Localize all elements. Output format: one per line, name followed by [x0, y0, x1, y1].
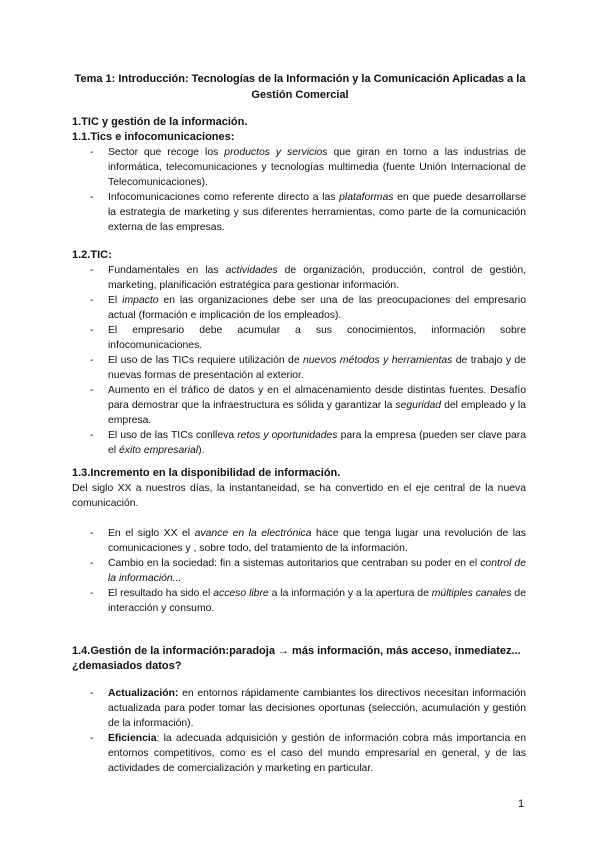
page-number: 1 [518, 798, 525, 810]
list-item: - Actualización: en entornos rápidamente cambiantes los directivos necesitan información actualizada para poder tomar las decisiones oportunas (selección, acumulación y gestión de la información). [90, 688, 526, 729]
section-heading-1: 1.TIC y gestión de la información. [72, 116, 248, 128]
section-heading-1-4: 1.4.Gestión de la información:paradoja → más información, más acceso, inmediatez... [72, 645, 521, 657]
section-heading-1-4-line2: ¿demasiados datos? [72, 660, 182, 672]
section-intro-1-3: Del siglo XX a nuestros días, la instantaneidad, se ha convertido en el eje central de la nueva comunicación. [72, 483, 526, 509]
list-item: - En el siglo XX el avance en la electrónica hace que tenga lugar una revolución de las comunicaciones y , sobre todo, del tratamiento de la información. [90, 528, 527, 554]
list-item: - Sector que recoge los productos y servicios que giran en torno a las industrias de informática, telecomunicaciones y tecnologías multimedia (fuente Unión Internacional de Telecomunicaciones). [90, 147, 526, 188]
list-item: - El impacto en las organizaciones debe ser una de las preocupaciones del empresario actual (formación e implicación de los empleados). [90, 295, 526, 321]
list-item: - El uso de las TICs conlleva retos y oportunidades para la empresa (pueden ser clave para el éxito empresarial). [90, 430, 527, 456]
list-item: - El empresario debe acumular a sus conocimientos, información sobre infocomunicaciones. [90, 325, 526, 351]
bullet-list-1-2 [90, 263, 526, 458]
list-item: - El uso de las TICs requiere utilización de nuevos métodos y herramientas de trabajo y de nuevas formas de presentación al exterior. [90, 355, 526, 381]
list-item: - Eficiencia: la adecuada adquisición y gestión de información cobra más importancia en entornos competitivos, como es el caso del mundo empresarial en general, y de las actividades de comercialización y marketing en particular. [90, 733, 526, 774]
list-item: - Infocomunicaciones como referente directo a las plataformas en que puede desarrollarse la estrategia de marketing y sus diferentes herramientas, como parte de la comunicación externa de las empresas. [90, 192, 526, 233]
list-item: - El resultado ha sido el acceso libre a la información y a la apertura de múltiples canales de interacción y consumo. [90, 588, 526, 614]
subsection-heading-1-1: 1.1.Tics e infocomunicaciones: [72, 131, 235, 143]
section-heading-1-3: 1.3.Incremento en la disponibilidad de información. [72, 467, 341, 479]
document-title: Tema 1: Introducción: Tecnologías de la Información y la Comunicación Aplicadas a la Gestión Comercial [74, 73, 526, 101]
bullet-list-1-1 [90, 145, 526, 235]
section-heading-1-2: 1.2.TIC: [72, 249, 112, 261]
bullet-list-1-3 [90, 526, 526, 616]
list-item: - Cambio en la sociedad: fin a sistemas autoritarios que centraban su poder en el control de la información... [90, 558, 526, 584]
bullet-list-1-4 [90, 686, 526, 776]
list-item: - Aumento en el tráfico de datos y en el almacenamiento desde distintas fuentes. Desafío para demostrar que la infraestructura es sólida y garantizar la seguridad del empleado y la empresa. [90, 385, 526, 426]
list-item: - Fundamentales en las actividades de organización, producción, control de gestión, marketing, planificación estratégica para gestionar información. [90, 265, 526, 291]
